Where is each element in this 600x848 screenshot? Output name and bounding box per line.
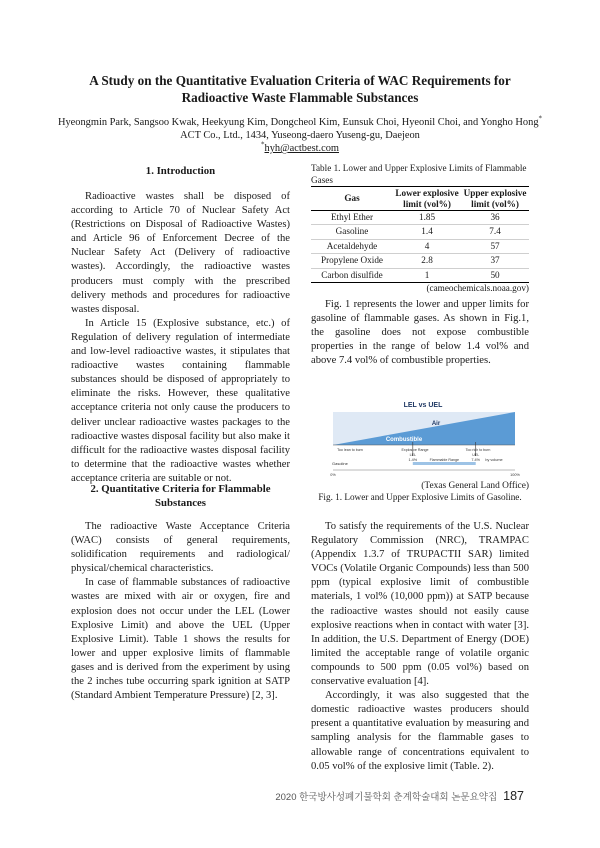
cell-upper: 36 [461, 211, 529, 225]
uel-label: UEL [472, 453, 480, 457]
cell-upper: 7.4 [461, 225, 529, 239]
section-2-heading-line-2: Substances [154, 496, 206, 509]
lel-value: 1.4% [408, 458, 418, 462]
cell-lower: 1.85 [393, 211, 461, 225]
section-2-heading [71, 483, 290, 510]
figure-title: LEL vs UEL [403, 402, 443, 409]
cell-lower: 2.8 [393, 254, 461, 268]
proceedings-title: 2020 한국방사성폐기물학회 춘계학술대회 논문요약집 [275, 792, 498, 803]
table-header-row [311, 187, 529, 211]
section-2-heading-line-1: 2. Quantitative Criteria for Flammable [90, 483, 271, 495]
lel-uel-diagram [318, 398, 528, 480]
figure-1 [318, 398, 528, 480]
affiliation: ACT Co., Ltd., 1434, Yuseong-daero Yuseng-gu, Daejeon [180, 130, 420, 141]
figure-intro-paragraph: Fig. 1 represents the lower and upper limits for gasoline of flammable gases. As shown in Fig.1, the gasoline does not expose combustible properties in the range of below 1.4 vol% and above 7.4 vol% of combustible properties. [311, 299, 529, 367]
range-label-rich: Too rich to burn [465, 448, 491, 452]
cell-lower: 1 [393, 268, 461, 282]
section-1-body [71, 190, 290, 486]
suggestion-paragraph: Accordingly, it was also suggested that the domestic radioactive wastes producers should present a quantitative evaluation by measuring and sampling analysis for the flammable gases to allowable range of concentrations equivalent to 0.05 vol% of the explosive limit (Table. 2). [311, 690, 529, 772]
section-1-heading: 1. Introduction [145, 165, 216, 177]
table-row [311, 268, 529, 282]
table-row [311, 225, 529, 239]
cell-upper: 50 [461, 268, 529, 282]
uel-value: 7.4% [471, 458, 481, 462]
nrc-paragraph: To satisfy the requirements of the U.S. Nuclear Regulatory Commission (NRC), TRAMPAC (Appendix 1.3.7 of TRUPACTII SAR) limited VOCs (Volatile Organic Compounds) less than 500 ppm (typical explosive limit of combustible materials, 1 vol% (10,000 ppm)) at SATP because the radioactive wastes should not easily cause explosive reactions when in contact with water [3]. In addition, the U.S. Department of Energy (DOE) limited the acceptable range of volatile organic compounds to 500 ppm (0.05 vol%) based on conservative evaluation [4]. [311, 521, 529, 688]
combustible-label: Combustible [385, 437, 423, 443]
air-label: Air [431, 421, 441, 427]
criteria-paragraph-2: In case of flammable substances of radioactive wastes are mixed with air or oxygen, fire and explosion does not occur under the LEL (Lower Explosive Limit) and above the UEL (Upper Explosive Limit). Table 1 shows the results for lower and upper explosive limits of flammable gases and is derived from the experiment by using the 2 inches tube occurring spark ignition at SATP (Standard Ambient Temperature Pressure) [2, 3]. [71, 577, 290, 702]
table-1 [311, 186, 529, 283]
author-block [40, 116, 560, 155]
lel-label: LEL [409, 453, 417, 457]
table-row [311, 254, 529, 268]
author-list: Hyeongmin Park, Sangsoo Kwak, Heekyung Kim, Dongcheol Kim, Eunsuk Choi, Hyeonil Choi, and Yongho Hong [57, 117, 539, 128]
corresponding-mark: * [538, 114, 543, 123]
table-1-caption: Table 1. Lower and Upper Explosive Limits of Flammable Gases [311, 163, 527, 185]
header-lower-limit: Lower explosive limit (vol%) [393, 187, 461, 211]
header-upper-limit: Upper explosive limit (vol%) [461, 187, 529, 211]
intro-paragraph-2: In Article 15 (Explosive substance, etc.) of Regulation of delivery regulation of intermediate and low-level radioactive wastes, it stipulates that radioactive wastes containing flammable substances should be disposed of appropriately to eliminate the risks. However, these qualitative acceptance criteria not only cause the producers to deliver unclear radioactive wastes packages to the radioactive wastes disposal facility but also make it difficult for the radioactive wastes disposal facility to determine that the radioactive wastes whether acceptance criteria are suitable or not. [71, 317, 290, 484]
title-line-2: Radioactive Waste Flammable Substances [181, 89, 419, 105]
cell-gas: Ethyl Ether [311, 211, 393, 225]
title-line-1: A Study on the Quantitative Evaluation Criteria of WAC Requirements for [89, 73, 511, 88]
cell-gas: Carbon disulfide [311, 268, 393, 282]
email-mark: * [261, 140, 265, 149]
paper-title [60, 73, 540, 106]
cell-lower: 1.4 [393, 225, 461, 239]
header-gas: Gas [311, 187, 393, 211]
page-footer [275, 789, 524, 803]
flammable-range-bar [413, 462, 476, 465]
cell-upper: 57 [461, 239, 529, 253]
flammable-range-label: Flammable Range [429, 458, 459, 462]
axis-end-label: 100% [510, 473, 520, 477]
criteria-paragraph-1: The radioactive Waste Acceptance Criteria (WAC) consists of general requirements, solidification requirements and radiological/ physical/chemical characteristics. [71, 521, 290, 575]
intro-paragraph-1: Radioactive wastes shall be disposed of according to Article 70 of Nuclear Safety Act (Restrictions on Disposal of Radioactive Wastes) and Article 96 of Enforcement Decree of the Nuclear Safety Act (Delivery of radioactive wastes). Accordingly, the radioactive wastes producers must comply with the prescribed delivery methods and procedures for radioactive wastes disposal. [71, 191, 290, 315]
table-1-source: (cameochemicals.noaa.gov) [426, 283, 529, 294]
figure-1-source: (Texas General Land Office) [421, 481, 529, 491]
range-label-lean: Too lean to burn [337, 448, 363, 452]
range-label-explosive: Explosive Range [401, 448, 429, 452]
table-row [311, 239, 529, 253]
cell-gas: Gasoline [311, 225, 393, 239]
gasoline-label: Gasoline [332, 461, 348, 466]
email-link[interactable]: hyh@actbest.com [264, 143, 339, 154]
axis-start-label: 0% [330, 473, 336, 477]
cell-lower: 4 [393, 239, 461, 253]
cell-gas: Acetaldehyde [311, 239, 393, 253]
table-1-container [311, 186, 529, 293]
cell-gas: Propylene Oxide [311, 254, 393, 268]
section-2-body [71, 520, 290, 703]
cell-upper: 37 [461, 254, 529, 268]
page-number: 187 [503, 789, 524, 803]
right-column-body [311, 520, 529, 774]
figure-1-caption: Fig. 1. Lower and Upper Explosive Limits of Gasoline. [318, 492, 522, 502]
table-row [311, 211, 529, 225]
figure-intro-body [311, 298, 529, 368]
unit-label: by volume [485, 458, 503, 462]
